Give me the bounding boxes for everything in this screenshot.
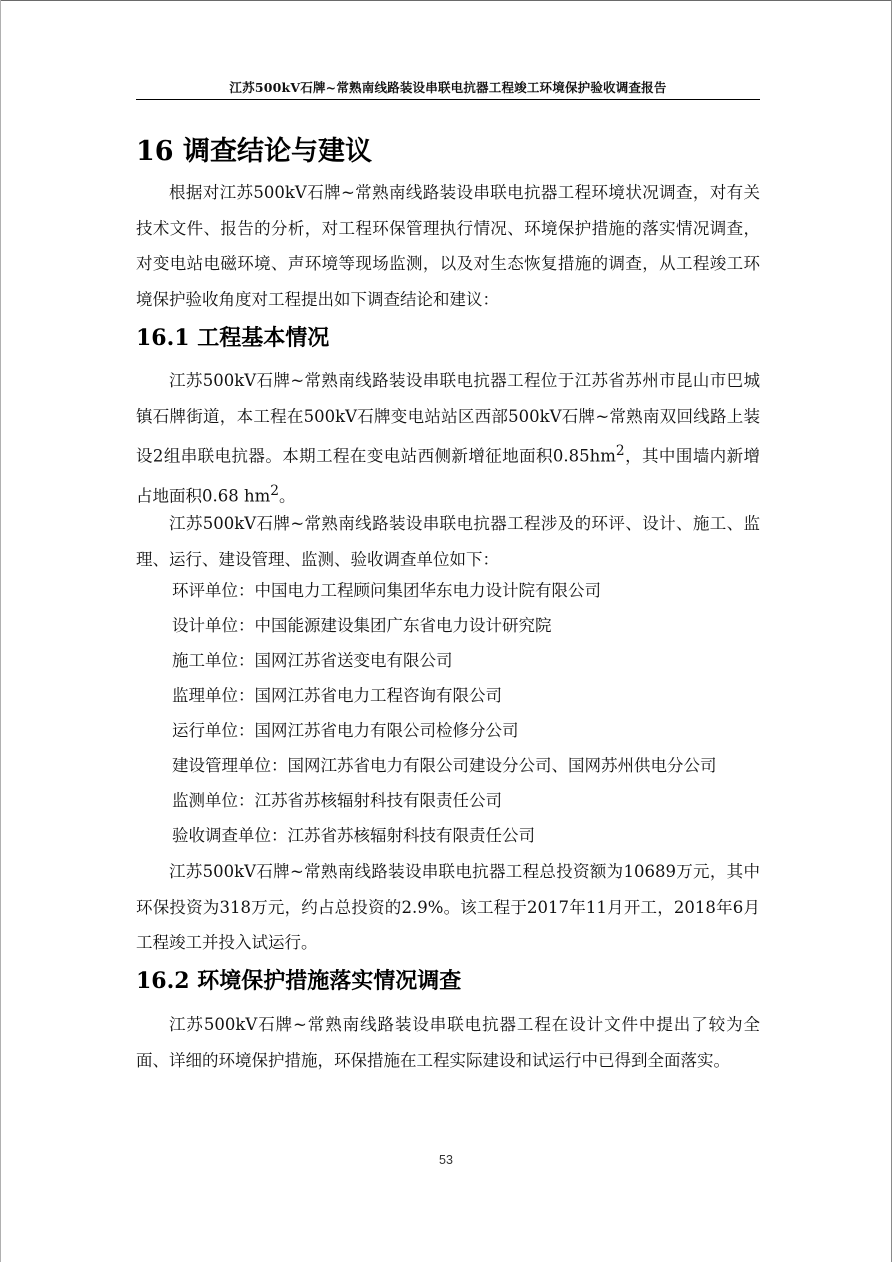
- unit-eia: 环评单位：中国电力工程顾问集团华东电力设计院有限公司: [172, 581, 601, 600]
- area-unit-superscript-2: 2: [270, 483, 280, 499]
- unit-acceptance-survey: 验收调查单位：江苏省苏核辐射科技有限责任公司: [172, 826, 535, 845]
- section-title-env-measures: 16.2 环境保护措施落实情况调查: [136, 968, 462, 994]
- unit-operation: 运行单位：国网江苏省电力有限公司检修分公司: [172, 721, 519, 740]
- participating-units-intro: 江苏500kV石牌~常熟南线路装设串联电抗器工程涉及的环评、设计、施工、监理、运行、建设管理、监测、验收调查单位如下：: [136, 514, 760, 569]
- page-border-top: [0, 0, 892, 1]
- unit-construction: 施工单位：国网江苏省送变电有限公司: [172, 651, 453, 670]
- env-measures-paragraph: 江苏500kV石牌~常熟南线路装设串联电抗器工程在设计文件中提出了较为全面、详细的环境保护措施，环保措施在工程实际建设和试运行中已得到全面落实。: [136, 1015, 760, 1070]
- intro-paragraph: 根据对江苏500kV石牌~常熟南线路装设串联电抗器工程环境状况调查，对有关技术文件、报告的分析，对工程环保管理执行情况、环境保护措施的落实情况调查，对变电站电磁环境、声环境等现场监测，以及对生态恢复措施的调查，从工程竣工环境保护验收角度对工程提出如下调查结论和建议：: [136, 183, 760, 309]
- project-location-paragraph: [136, 363, 760, 514]
- project-area-text: ，其中围墙内新增占地面积0.68 hm: [136, 446, 761, 506]
- unit-construction-management: 建设管理单位：国网江苏省电力有限公司建设分公司、国网苏州供电分公司: [172, 756, 717, 775]
- header-rule: [136, 99, 760, 100]
- page-border-left: [0, 0, 1, 1262]
- page-number: 53: [439, 1153, 453, 1167]
- chapter-title: 16 调查结论与建议: [136, 136, 372, 167]
- unit-supervision: 监理单位：国网江苏省电力工程咨询有限公司: [172, 686, 502, 705]
- running-header: 江苏500kV石牌~常熟南线路装设串联电抗器工程竣工环境保护验收调查报告: [229, 80, 667, 95]
- section-title-basic-info: 16.1 工程基本情况: [136, 325, 330, 351]
- unit-design: 设计单位：中国能源建设集团广东省电力设计研究院: [172, 616, 552, 635]
- area-unit-superscript: 2: [615, 443, 625, 459]
- investment-paragraph: 江苏500kV石牌~常熟南线路装设串联电抗器工程总投资额为10689万元，其中环保投资为318万元，约占总投资的2.9%。该工程于2017年11月开工，2018年6月工程竣工并投入试运行。: [136, 862, 760, 952]
- unit-monitoring: 监测单位：江苏省苏核辐射科技有限责任公司: [172, 791, 502, 810]
- project-location-text: 江苏500kV石牌~常熟南线路装设串联电抗器工程位于江苏省苏州市昆山市巴城镇石牌街道，本工程在500kV石牌变电站站区西部500kV石牌~常熟南双回线路上装设2组串联电抗器。本期工程在变电站西侧新增征地面积0.85hm: [136, 371, 760, 466]
- paragraph-end-mark: 。: [279, 486, 296, 506]
